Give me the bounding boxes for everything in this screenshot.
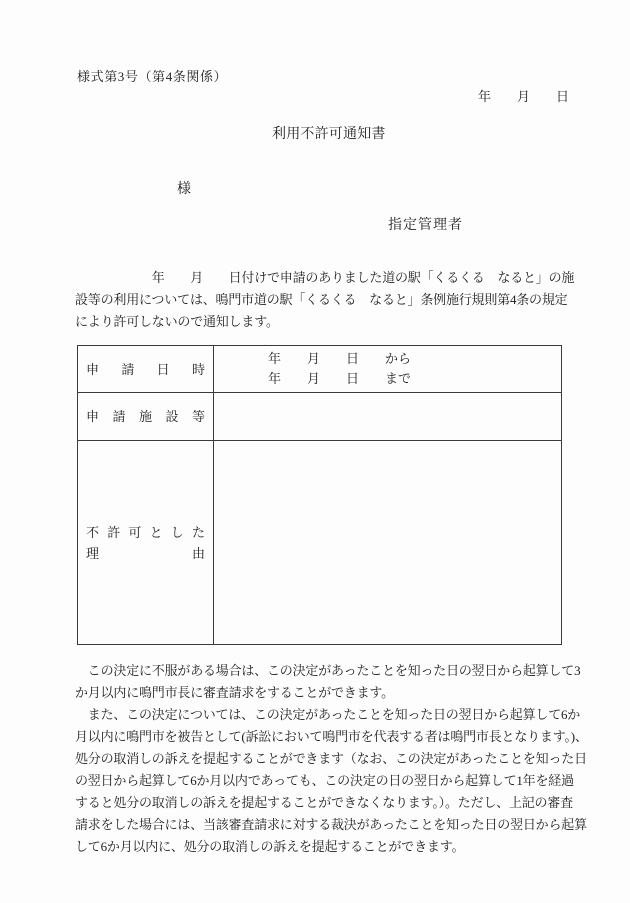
label-cell-application-datetime (78, 346, 214, 392)
label-cell-refusal-reason (78, 441, 214, 644)
intro-paragraph (75, 267, 575, 333)
appeal-line: して6か月以内に、処分の取消しの訴えを提起することができます。 (75, 839, 465, 854)
appeal-line: また、この決定については、この決定があったことを知った日の翌日から起算して6か (75, 707, 581, 722)
document-title: 利用不許可通知書 (272, 127, 386, 142)
form-number: 様式第3号（第4条関係） (77, 69, 228, 84)
label-application-facility: 申請施設等 (86, 409, 205, 424)
appeal-line: すると処分の取消しの訴えを提起することができなくなります。）。ただし、上記の審査 (75, 795, 573, 810)
value-cell-refusal-reason (214, 441, 561, 644)
application-details-table (77, 345, 562, 645)
datetime-from-line: 年 月 日 から (268, 351, 412, 366)
value-cell-application-facility (214, 393, 561, 440)
intro-line: により許可しないので通知します。 (75, 314, 279, 329)
table-row-application-facility (78, 393, 561, 441)
table-row-refusal-reason (78, 441, 561, 644)
label-refusal-reason-line1: 不許可とした (86, 524, 205, 540)
intro-line: 年 月 日付けで申請のありました道の駅「くるくる なると」の施 (75, 270, 575, 285)
label-refusal-reason-line2: 理由 (86, 545, 205, 561)
addressee-suffix: 様 (177, 182, 191, 197)
appeal-line: か月以内に鳴門市長に審査請求をすることができます。 (75, 685, 394, 700)
value-cell-application-datetime (214, 346, 561, 392)
appeal-line: 請求をした場合には、当該審査請求に対する裁決があったことを知った日の翌日から起算 (75, 817, 587, 832)
table-row-application-datetime (78, 346, 561, 393)
appeal-line: この決定に不服がある場合は、この決定があったことを知った日の翌日から起算して3 (75, 663, 581, 678)
datetime-to-line: 年 月 日 まで (268, 371, 412, 386)
issue-date-line: 年 月 日 (478, 89, 570, 104)
label-cell-application-facility (78, 393, 214, 440)
label-application-datetime: 申請日時 (86, 361, 205, 377)
appeal-rights-paragraph (75, 660, 588, 858)
appeal-line: 月以内に鳴門市を被告として(訴訟において鳴門市を代表する者は鳴門市長となります。)、 (75, 729, 588, 744)
intro-line: 設等の利用については、鳴門市道の駅「くるくる なると」条例施行規則第4条の規定 (75, 292, 568, 307)
issuer-designated-manager: 指定管理者 (388, 218, 463, 233)
appeal-line: 処分の取消しの訴えを提起することができます（なお、この決定があったことを知った日 (75, 751, 587, 766)
appeal-line: の翌日から起算して6か月以内であっても、この決定の日の翌日から起算して1年を経過 (75, 773, 574, 788)
